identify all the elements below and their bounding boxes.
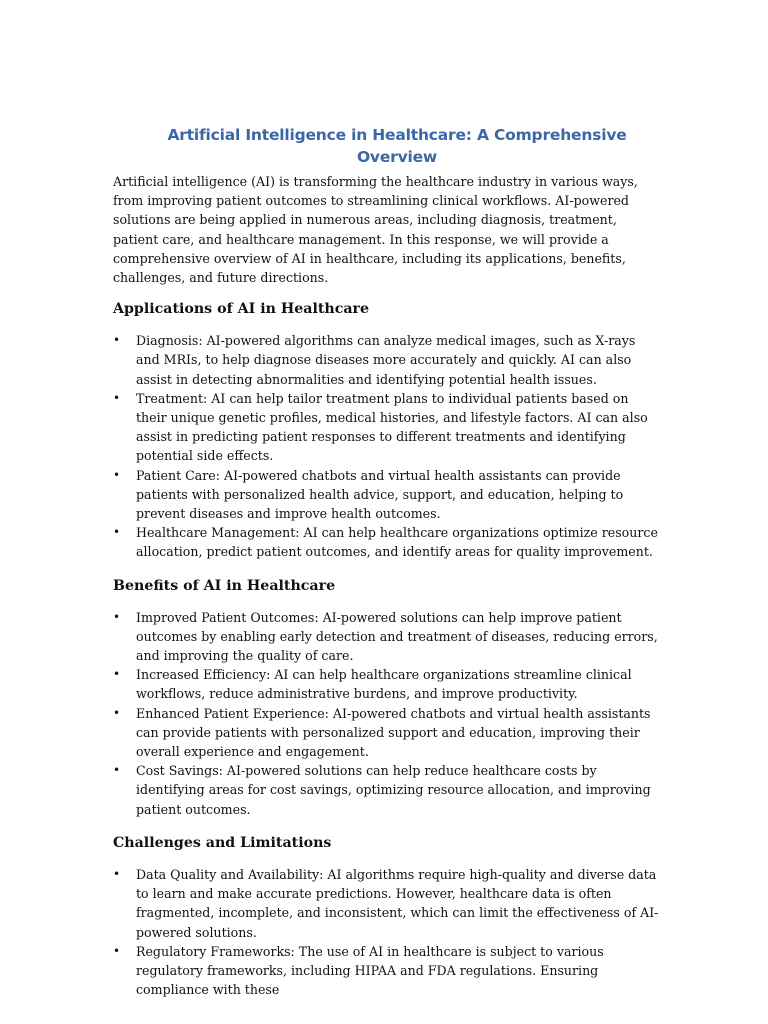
list-item-text: Improved Patient Outcomes: AI-powered solutions can help improve patient outcomes by enabling early detection and treatment of diseases, reducing errors, and improving the quality of care.: [136, 609, 658, 664]
document-body: [113, 124, 661, 999]
section-heading-benefits: Benefits of AI in Healthcare: [113, 577, 336, 594]
list-item-text: Patient Care: AI-powered chatbots and virtual health assistants can provide patients with personalized health advice, support, and education, helping to prevent diseases and improve health outcomes.: [136, 467, 624, 522]
list-item-text: Data Quality and Availability: AI algorithms require high-quality and diverse data to learn and make accurate predictions. However, healthcare data is often fragmented, incomplete, and inconsistent, which can limit the effectiveness of AI-powered solutions.: [136, 866, 659, 940]
list-item: [113, 942, 661, 1000]
bullet-icon: •: [113, 467, 121, 482]
list-item-text: Increased Efficiency: AI can help healthcare organizations streamline clinical workflows, reduce administrative burdens, and improve productivity.: [136, 667, 632, 702]
challenges-list: [113, 865, 661, 999]
bullet-icon: •: [113, 943, 121, 958]
list-item-text: Treatment: AI can help tailor treatment plans to individual patients based on their unique genetic profiles, medical histories, and lifestyle factors. AI can also assist in predicting patient responses to different treatments and identifying potential side effects.: [136, 390, 648, 464]
section-heading-applications: Applications of AI in Healthcare: [113, 301, 370, 318]
list-item-text: Enhanced Patient Experience: AI-powered chatbots and virtual health assistants can provide patients with personalized support and education, improving their overall experience and engagement.: [136, 705, 651, 760]
list-item: [113, 865, 661, 942]
list-item: [113, 704, 661, 762]
list-item-text: Healthcare Management: AI can help healthcare organizations optimize resource allocation, predict patient outcomes, and identify areas for quality improvement.: [136, 525, 658, 560]
list-item-text: Cost Savings: AI-powered solutions can help reduce healthcare costs by identifying areas for cost savings, optimizing resource allocation, and improving patient outcomes.: [136, 763, 651, 817]
intro-paragraph: Artificial intelligence (AI) is transforming the healthcare industry in various ways, from improving patient outcomes to streamlining clinical workflows. AI-powered solutions are being applied in numerous areas, including diagnosis, treatment, patient care, and healthcare management. In this response, we will provide a comprehensive overview of AI in healthcare, including its applications, benefits, challenges, and future directions.: [113, 174, 638, 286]
bullet-icon: •: [113, 705, 121, 720]
bullet-icon: •: [113, 390, 121, 405]
bullet-icon: •: [113, 525, 121, 540]
bullet-icon: •: [113, 866, 121, 881]
list-item-text: Regulatory Frameworks: The use of AI in healthcare is subject to various regulatory frameworks, including HIPAA and FDA regulations. Ensuring compliance with these: [136, 943, 604, 998]
list-item: [113, 466, 661, 524]
list-item: [113, 523, 661, 561]
applications-list: [113, 331, 661, 561]
list-item: [113, 608, 661, 666]
list-item: [113, 761, 661, 819]
benefits-list: [113, 608, 661, 819]
list-item: [113, 331, 661, 389]
bullet-icon: •: [113, 667, 121, 682]
bullet-icon: •: [113, 609, 121, 624]
section-heading-challenges: Challenges and Limitations: [113, 834, 332, 851]
list-item-text: Diagnosis: AI-powered algorithms can analyze medical images, such as X-rays and MRIs, to help diagnose diseases more accurately and quickly. AI can also assist in detecting abnormalities and identifying potential health issues.: [136, 333, 636, 387]
list-item: [113, 389, 661, 466]
list-item: [113, 665, 661, 703]
document-title: Artificial Intelligence in Healthcare: A Comprehensive Overview: [167, 126, 627, 166]
bullet-icon: •: [113, 763, 121, 778]
bullet-icon: •: [113, 333, 121, 348]
